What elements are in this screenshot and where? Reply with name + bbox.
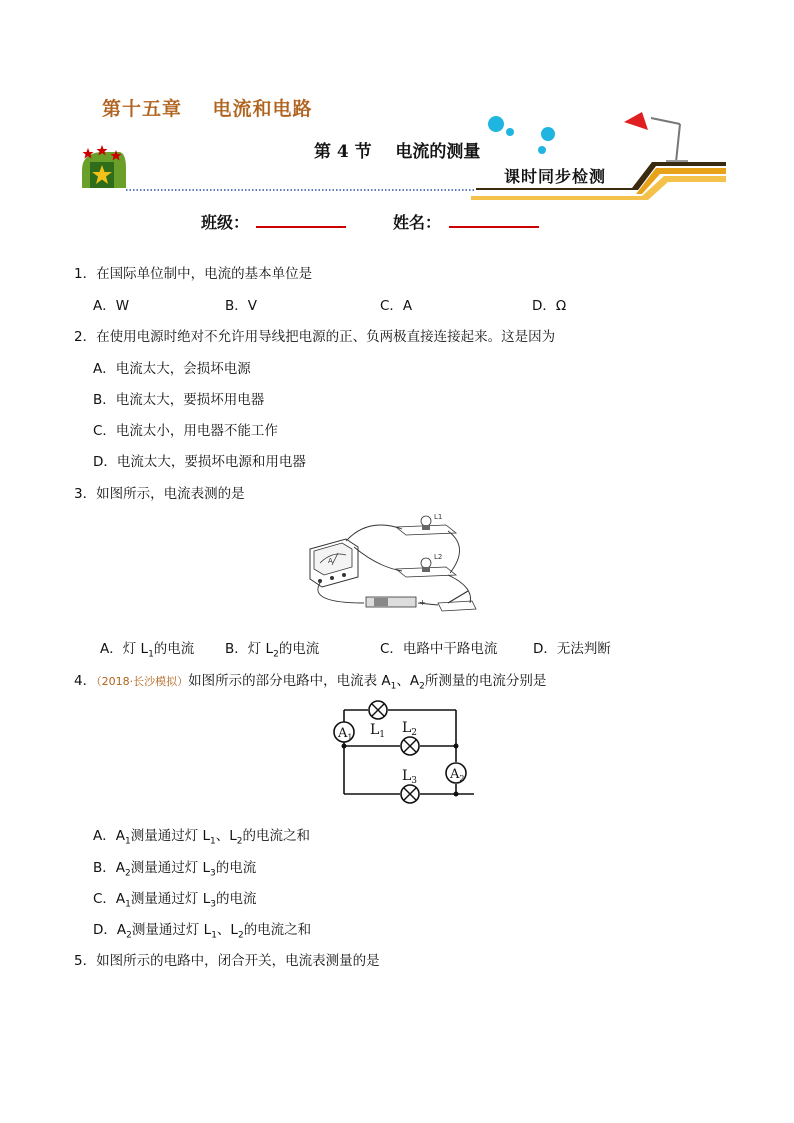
q3-option-d[interactable]: D．无法判断 — [533, 641, 611, 657]
bulb-l1-icon — [396, 513, 456, 535]
lamp-l1-icon — [369, 701, 387, 719]
desk-lamp-icon — [624, 112, 688, 166]
q1-option-a[interactable]: A．W — [93, 298, 130, 314]
q2-option-b[interactable]: B．电流太大，要损坏用电器 — [93, 392, 265, 408]
svg-text:A2: $A_2$ — [450, 767, 465, 783]
bulb-l2-icon — [396, 553, 456, 577]
q4-option-c[interactable]: C．$A_1$测量通过灯 $L_3$的电流 — [93, 891, 257, 910]
class-blank[interactable] — [256, 226, 346, 228]
bulb-l1-label: L1 — [434, 513, 443, 521]
q4-option-a[interactable]: A．$A_1$测量通过灯 $L_1$、$L_2$的电流之和 — [93, 828, 311, 847]
question-1 — [74, 262, 312, 282]
question-4: 4．（2018·长沙模拟）如图所示的部分电路中，电流表 $A_1$、$A_2$所测量的电流分别是 — [74, 673, 547, 692]
q2-option-d[interactable]: D．电流太大，要损坏电源和用电器 — [93, 454, 306, 470]
name-label: 姓名： — [393, 213, 442, 232]
question-text: 在国际单位制中，电流的基本单位是 — [96, 266, 313, 282]
q2-option-c[interactable]: C．电流太小，用电器不能工作 — [93, 423, 278, 439]
svg-text:A1: $A_1$ — [338, 726, 353, 742]
question-text: 在使用电源时绝对不允许用导线把电源的正、负两极直接连接起来。这是因为 — [96, 329, 556, 345]
question-3 — [74, 482, 245, 502]
lamp-l3-icon — [401, 785, 419, 803]
question-number: 5． — [74, 953, 97, 969]
ammeter-a1-icon — [334, 722, 354, 742]
ammeter-icon — [310, 539, 358, 587]
q1-option-d[interactable]: D．Ω — [532, 298, 567, 314]
lamp-l2-label: $L_2$ — [402, 720, 418, 738]
question-number: 4． — [74, 673, 97, 689]
question-source: （2018·长沙模拟） — [96, 675, 189, 688]
q1-option-b[interactable]: B．V — [225, 298, 257, 314]
question-2 — [74, 325, 555, 345]
q2-option-a[interactable]: A．电流太大，会损坏电源 — [93, 361, 251, 377]
question-number: 1． — [74, 266, 97, 282]
question-5 — [74, 949, 380, 969]
question-text: 如图所示，电流表测的是 — [96, 486, 245, 502]
q1-option-c[interactable]: C．A — [380, 298, 413, 314]
q3-option-b[interactable]: B．灯 $L_2$的电流 — [225, 641, 320, 660]
bulb-l2-label: L2 — [434, 553, 443, 561]
name-blank[interactable] — [449, 226, 539, 228]
question-number: 2． — [74, 329, 97, 345]
class-label: 班级： — [201, 213, 250, 232]
section-title: 第 4 节 电流的测量 — [314, 142, 481, 162]
q4-option-d[interactable]: D．$A_2$测量通过灯 $L_1$、$L_2$的电流之和 — [93, 922, 312, 941]
chapter-title: 第十五章 电流和电路 — [102, 98, 313, 120]
question-text: 如图所示的电路中，闭合开关，电流表测量的是 — [96, 953, 380, 969]
q3-option-a[interactable]: A．灯 $L_1$的电流 — [100, 641, 195, 660]
question-number: 3． — [74, 486, 97, 502]
lamp-l1-label: $L_1$ — [370, 722, 386, 740]
ammeter-label: A — [328, 557, 333, 565]
banner-label: 课时同步检测 — [504, 167, 607, 186]
q4-circuit-figure — [326, 700, 474, 804]
ammeter-a2-icon — [446, 763, 466, 783]
svg-text:+: + — [419, 598, 426, 607]
bubbles-icon — [488, 116, 555, 154]
q4-option-b[interactable]: B．$A_2$测量通过灯 $L_3$的电流 — [93, 860, 257, 879]
q3-option-c[interactable]: C．电路中干路电流 — [380, 641, 498, 657]
battery-icon — [358, 597, 426, 607]
lamp-l2-icon — [401, 737, 419, 755]
lamp-l3-label: $L_3$ — [402, 768, 418, 786]
q3-circuit-figure — [298, 507, 478, 619]
star-badge-icon — [82, 145, 126, 188]
svg-text:-: - — [358, 598, 361, 607]
